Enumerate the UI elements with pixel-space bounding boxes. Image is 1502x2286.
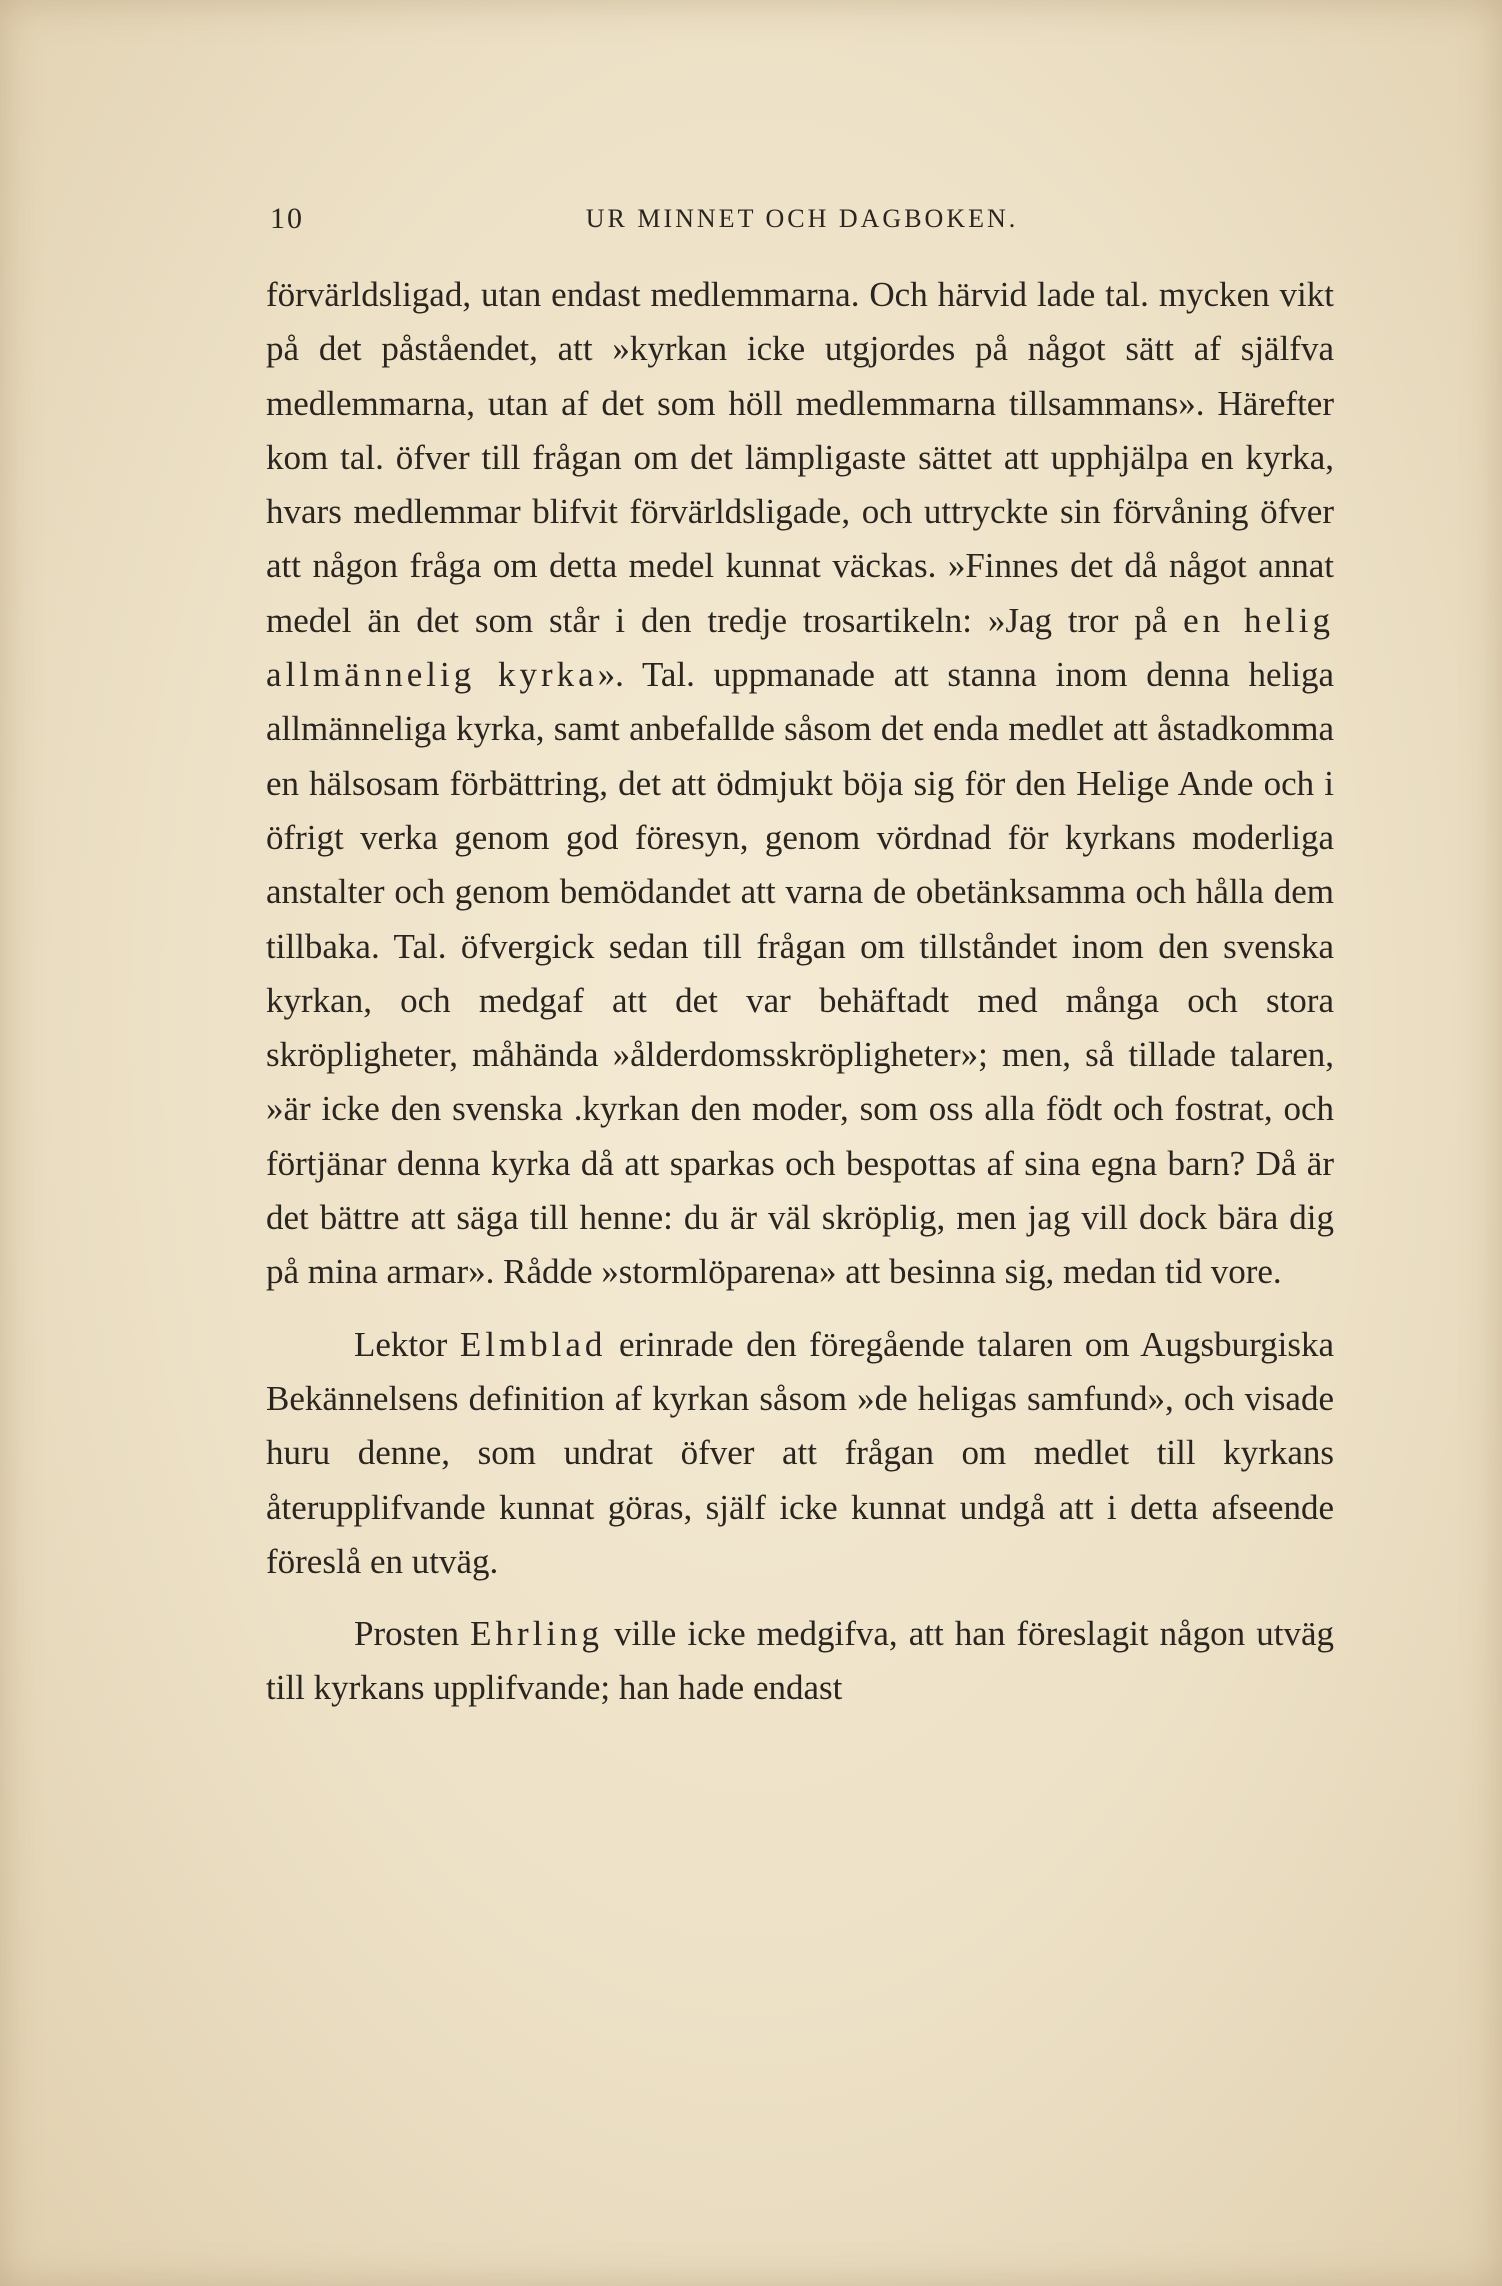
paragraph-3 (266, 1607, 1334, 1716)
spaced-phrase: en helig allmännelig kyrka (266, 600, 1334, 695)
body-text (266, 268, 1334, 1716)
paragraph-text: ville icke medgifva, att han föreslagit någon utväg till kyrkans upplifvande; han hade endast (266, 1614, 1334, 1708)
paragraph-1 (266, 268, 1334, 1300)
paragraph-text: erinrade den föregående talaren om Augsburgiska Bekännelsens definition af kyrkan såsom »de heligas samfund», och visade huru denne, som undrat öfver att frågan om medlet till kyrkans återupplifvande kunnat göras, själf icke kunnat undgå att i detta afseende föreslå en utväg. (266, 1324, 1335, 1581)
speaker-name: Ehrling (470, 1614, 604, 1654)
page-header (270, 202, 1334, 242)
paragraph-text: ». Tal. uppmanade att stanna inom denna heliga allmänneliga kyrka, samt anbefallde såsom det enda medlet att åstadkomma en hälsosam förbättring, det att ödmjukt böja sig för den Helige Ande och i öfrigt verka genom god föresyn, genom vördnad för kyrkans moderliga anstalter och genom bemödandet att varna de obetänksamma och hålla dem tillbaka. Tal. öfvergick sedan till frågan om tillståndet inom den svenska kyrkan, och medgaf att det var behäftadt med många och stora skröpligheter, måhända »ålderdomsskröpligheter»; men, så tillade talaren, »är icke den svenska .kyrkan den moder, som oss alla födt och fostrat, och förtjänar denna kyrka då att sparkas och bespottas af sina egna barn? Då är det bättre att säga till henne: du är väl skröplig, men jag vill dock bära dig på mina armar». Rådde »stormlöparena» att besinna sig, medan tid vore. (266, 655, 1334, 1292)
paragraph-text: Prosten (354, 1614, 471, 1654)
speaker-name: Elmblad (459, 1324, 607, 1364)
page-number: 10 (270, 202, 304, 235)
paragraph-text: förvärldsligad, utan endast medlemmarna. Och härvid lade tal. mycken vikt på det påståendet, att »kyrkan icke utgjordes på något sätt af själfva medlemmarna, utan af det som höll medlemmarna tillsammans». Härefter kom tal. öfver till frågan om det lämpligaste sättet att upphjälpa en kyrka, hvars medlemmar blifvit förvärldsligade, och uttryckte sin förvåning öfver att någon fråga om detta medel kunnat väckas. »Finnes det då något annat medel än det som står i den tredje trosartikeln: »Jag tror på (266, 275, 1334, 640)
paragraph-text: Lektor (354, 1324, 460, 1364)
running-head: UR MINNET OCH DAGBOKEN. (585, 204, 1019, 233)
paragraph-2 (266, 1318, 1334, 1589)
